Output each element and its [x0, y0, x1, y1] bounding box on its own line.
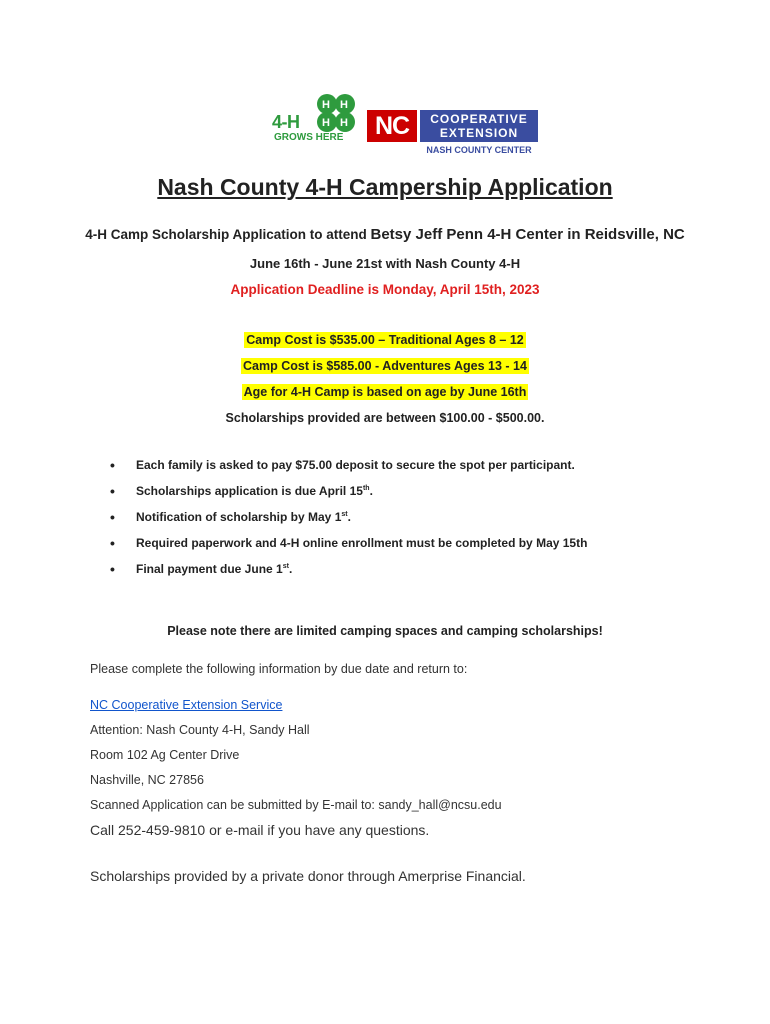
subtitle: [0, 226, 770, 243]
cost-section: [0, 333, 770, 437]
nc-mark: NC: [367, 110, 417, 142]
header-logos: [270, 90, 550, 160]
attention-line: Attention: Nash County 4-H, Sandy Hall: [90, 723, 310, 737]
extension-service-link[interactable]: NC Cooperative Extension Service: [90, 698, 283, 712]
application-deadline: Application Deadline is Monday, April 15th, 2023: [230, 282, 540, 297]
list-item: • Final payment due June 1st.: [108, 562, 728, 588]
subtitle-place: Betsy Jeff Penn 4-H Center in Reidsville, NC: [370, 226, 685, 243]
list-item: • Required paperwork and 4-H online enrollment must be completed by May 15th: [108, 536, 728, 562]
svg-text:H: H: [340, 99, 348, 111]
limited-spaces-note: Please note there are limited camping spaces and camping scholarships!: [167, 624, 603, 638]
scholarship-range: Scholarships provided are between $100.00 - $500.00.: [225, 411, 545, 425]
extension-line1: COOPERATIVE: [430, 112, 528, 126]
clover-icon: [312, 92, 360, 136]
svg-text:H: H: [322, 99, 330, 111]
instructions: Please complete the following information by due date and return to:: [90, 662, 468, 676]
extension-line2: EXTENSION: [439, 126, 519, 140]
page-title: Nash County 4-H Campership Application: [157, 174, 613, 200]
cost-adventures: Camp Cost is $585.00 - Adventures Ages 13 - 14: [243, 359, 527, 373]
4h-wordmark: 4-H: [272, 112, 300, 132]
camp-dates: June 16th - June 21st with Nash County 4-H: [249, 256, 521, 271]
requirements-list: [108, 458, 728, 588]
sponsor-line: Scholarships provided by a private donor through Amerprise Financial.: [90, 868, 526, 884]
list-item: • Notification of scholarship by May 1st.: [108, 510, 728, 536]
svg-text:H: H: [322, 117, 330, 129]
4h-logo: [270, 90, 365, 150]
county-center-label: NASH COUNTY CENTER: [426, 145, 532, 155]
email-line: Scanned Application can be submitted by E-mail to: sandy_hall@ncsu.edu: [90, 798, 502, 812]
cost-traditional: Camp Cost is $535.00 – Traditional Ages 8 – 12: [246, 333, 524, 347]
age-rule: Age for 4-H Camp is based on age by June 16th: [243, 385, 527, 399]
subtitle-prefix: 4-H Camp Scholarship Application to attend: [85, 227, 371, 242]
list-item: • Scholarships application is due April 15th.: [108, 484, 728, 510]
city-address: Nashville, NC 27856: [90, 773, 204, 787]
4h-tagline: GROWS HERE: [274, 132, 344, 143]
list-item: • Each family is asked to pay $75.00 deposit to secure the spot per participant.: [108, 458, 728, 484]
svg-text:H: H: [340, 117, 348, 129]
extension-wordmark: [420, 110, 538, 142]
street-address: Room 102 Ag Center Drive: [90, 748, 240, 762]
phone-line: Call 252-459-9810 or e-mail if you have any questions.: [90, 822, 430, 838]
